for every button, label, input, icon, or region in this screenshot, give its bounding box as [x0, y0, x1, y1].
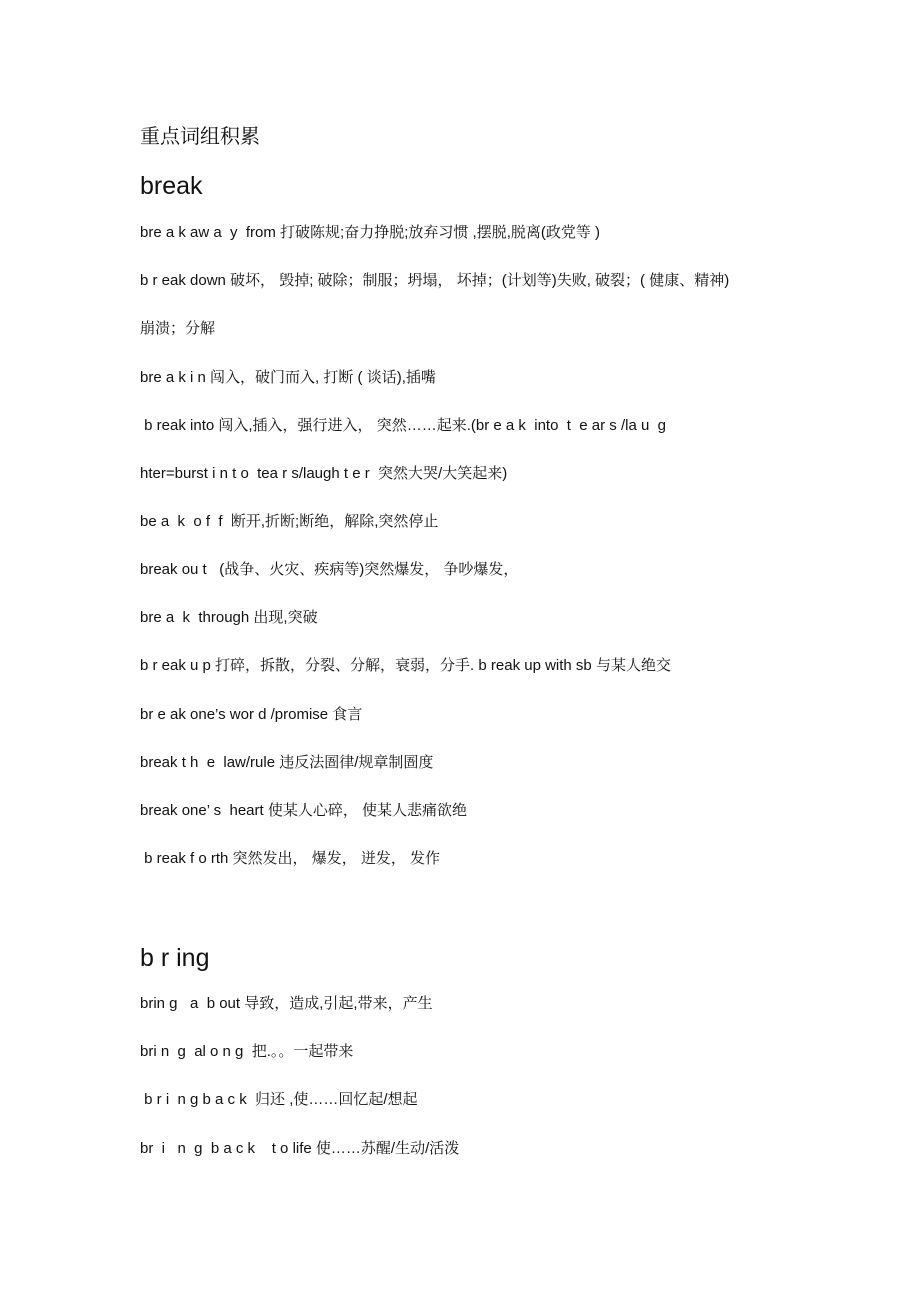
phrase-line: brin g a b out 导致，造成,引起,带来，产生: [140, 995, 433, 1012]
phrase-line: bri n g al o n g 把.。。一起带来: [140, 1043, 354, 1060]
phrase-line: br e ak one’s wor d /promise 食言: [140, 706, 363, 723]
phrase-line: break one’ s heart 使某人心碎， 使某人悲痛欲绝: [140, 802, 468, 819]
phrase-line: b reak f o rth 突然发出， 爆发， 迸发， 发作: [140, 850, 441, 867]
section-heading-bring: b r ing: [140, 944, 210, 972]
page-title: 重点词组积累: [140, 126, 260, 148]
phrase-line: b r i n g b a c k 归还 ,使……回忆起/想起: [140, 1091, 418, 1108]
phrase-line: bre a k i n 闯入，破门而入, 打断 ( 谈话),插嘴: [140, 369, 436, 386]
phrase-line: b r eak down 破坏， 毁掉; 破除；制服；坍塌， 坏掉；(计划等)失败, 破裂；( 健康、精神): [140, 272, 730, 289]
phrase-line: b r eak u p 打碎，拆散，分裂、分解，衰弱，分手. b reak up with sb 与某人绝交: [140, 657, 671, 674]
section-heading-break: break: [140, 172, 203, 200]
phrase-line: br i n g b a c k t o life 使……苏醒/生动/活泼: [140, 1140, 460, 1157]
phrase-line: be a k o f f 断开,折断;断绝，解除,突然停止: [140, 513, 439, 530]
phrase-line: bre a k aw a y from 打破陈规;奋力挣脱;放弃习惯 ,摆脱,脱离(政党等 ): [140, 224, 601, 241]
phrase-line: break ou t (战争、火灾、疾病等)突然爆发， 争吵爆发，: [140, 561, 519, 578]
phrase-line: break t h e law/rule 违反法圄律/规章制圄度: [140, 754, 434, 771]
phrase-line: bre a k through 出现,突破: [140, 609, 318, 626]
phrase-line: hter=burst i n t o tea r s/laugh t e r 突然大哭/大笑起来): [140, 465, 508, 482]
phrase-line: 崩溃；分解: [140, 320, 216, 337]
phrase-line: b reak into 闯入,插入，强行进入， 突然……起来.(br e a k into t e ar s /la u g: [140, 417, 666, 434]
